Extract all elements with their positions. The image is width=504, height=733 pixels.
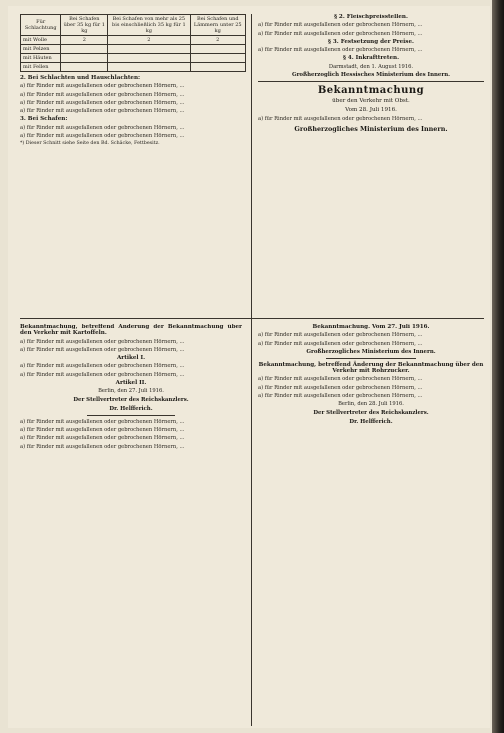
book-spine-edge <box>492 0 504 733</box>
ministry-heading: Großherzogliches Ministerium des Innern. <box>294 125 448 134</box>
paragraph: a) für Rinder mit ausgefallenen oder gebrochenen Hörnern, ... <box>258 332 423 339</box>
paragraph: a) für Rinder mit ausgefallenen oder gebrochenen Hörnern, ... <box>20 99 185 106</box>
table-cell: mit Häuten <box>21 54 61 63</box>
paragraph: a) für Rinder mit ausgefallenen oder gebrochenen Hörnern, ... <box>258 384 423 391</box>
price-table-header: Bei Schafen von mehr als 25 bis einschließlich 35 kg für 1 kg <box>108 15 190 36</box>
body-text-block <box>258 116 484 122</box>
body-text-block <box>20 339 242 354</box>
date-line: Darmstadt, den 1. August 1916. <box>328 63 414 70</box>
paragraph: a) für Rinder mit ausgefallenen oder gebrochenen Hörnern, ... <box>20 363 185 370</box>
footnote: *) Dieser Schnitt siehe Seite den Bd. Schäcke, Fettbesitz. <box>20 141 160 147</box>
announcement-subtitle: über den Verkehr mit Obst. <box>332 98 410 105</box>
paragraph: a) für Rinder mit ausgefallenen oder gebrochenen Hörnern, ... <box>20 338 185 345</box>
table-cell <box>61 63 108 72</box>
ministry-signature: Großherzogliches Ministerium des Innern. <box>306 348 436 355</box>
paragraph: a) für Rinder mit ausgefallenen oder gebrochenen Hörnern, ... <box>20 108 185 115</box>
paragraph: a) für Rinder mit ausgefallenen oder gebrochenen Hörnern, ... <box>258 22 423 29</box>
column-divider <box>251 14 252 726</box>
table-row <box>21 45 246 54</box>
paragraph: a) für Rinder mit ausgefallenen oder gebrochenen Hörnern, ... <box>20 443 185 450</box>
body-text-block <box>20 419 242 450</box>
bottom-left-column <box>20 324 242 724</box>
table-row <box>21 63 246 72</box>
paragraph: a) für Rinder mit ausgefallenen oder gebrochenen Hörnern, ... <box>258 30 423 37</box>
table-row <box>21 54 246 63</box>
table-cell: mit Fellen <box>21 63 61 72</box>
paragraph: a) für Rinder mit ausgefallenen oder gebrochenen Hörnern, ... <box>20 426 185 433</box>
top-left-column <box>20 14 246 314</box>
signature-title: Der Stellvertreter des Reichskanzlers. <box>73 396 189 403</box>
announcement-heading: Bekanntmachung, betreffend Änderung der Bekanntmachung über den Verkehr mit Kartoffeln. <box>20 324 242 337</box>
section-heading: § 3. Festsetzung der Preise. <box>328 38 414 45</box>
divider <box>87 415 176 416</box>
article-heading: Artikel II. <box>115 380 147 387</box>
table-cell: mit Pelzen <box>21 45 61 54</box>
paragraph: a) für Rinder mit ausgefallenen oder gebrochenen Hörnern, ... <box>258 47 423 54</box>
table-cell <box>190 63 245 72</box>
price-table-header: Bei Schafen über 35 kg für 1 kg <box>61 15 108 36</box>
signature-name: Dr. Helfferich. <box>109 405 153 412</box>
section-heading: 3. Bei Schafen: <box>20 116 68 123</box>
section-heading: 2. Bei Schlachten und Hauschlachten: <box>20 75 141 81</box>
body-text-block <box>258 332 484 347</box>
table-cell <box>61 54 108 63</box>
section-divider <box>20 318 484 319</box>
table-cell: mit Wolle <box>21 36 61 45</box>
body-text-block <box>20 363 242 378</box>
table-cell <box>108 63 190 72</box>
announcement-heading: Bekanntmachung. Vom 27. Juli 1916. <box>312 324 430 330</box>
newspaper-page <box>8 6 490 728</box>
table-cell <box>61 45 108 54</box>
table-cell <box>190 54 245 63</box>
price-table <box>20 14 246 72</box>
announcement-heading: Bekanntmachung, betreffend Änderung der Bekanntmachung über den Verkehr mit Rohrzucker. <box>258 361 484 375</box>
price-table-header: Für Schlachtung <box>21 15 61 36</box>
table-cell <box>108 54 190 63</box>
signature-title: Der Stellvertreter des Reichskanzlers. <box>313 409 429 416</box>
table-row <box>21 36 246 45</box>
paragraph: a) für Rinder mit ausgefallenen oder gebrochenen Hörnern, ... <box>258 393 423 400</box>
top-right-column <box>258 14 484 314</box>
paragraph: a) für Rinder mit ausgefallenen oder gebrochenen Hörnern, ... <box>258 340 423 347</box>
body-text-block <box>258 376 484 399</box>
paragraph: a) für Rinder mit ausgefallenen oder gebrochenen Hörnern, ... <box>258 376 423 383</box>
paragraph: a) für Rinder mit ausgefallenen oder gebrochenen Hörnern, ... <box>20 83 185 90</box>
paragraph: a) für Rinder mit ausgefallenen oder gebrochenen Hörnern, ... <box>20 124 185 131</box>
paragraph: a) für Rinder mit ausgefallenen oder gebrochenen Hörnern, ... <box>20 91 185 98</box>
table-cell <box>190 45 245 54</box>
announcement-date: Vom 28. Juli 1916. <box>345 107 397 114</box>
paragraph: a) für Rinder mit ausgefallenen oder gebrochenen Hörnern, ... <box>20 371 185 378</box>
date-line: Berlin, den 27. Juli 1916. <box>98 388 164 395</box>
paragraph: a) für Rinder mit ausgefallenen oder gebrochenen Hörnern, ... <box>258 116 423 123</box>
signature-name: Dr. Helfferich. <box>349 418 393 425</box>
body-text-block <box>258 47 484 53</box>
paragraph: a) für Rinder mit ausgefallenen oder gebrochenen Hörnern, ... <box>20 435 185 442</box>
section-heading: § 2. Fleischpreisstellen. <box>334 14 408 20</box>
paragraph: a) für Rinder mit ausgefallenen oder gebrochenen Hörnern, ... <box>20 346 185 353</box>
divider <box>326 358 416 359</box>
article-heading: Artikel I. <box>116 355 146 362</box>
paragraph: a) für Rinder mit ausgefallenen oder gebrochenen Hörnern, ... <box>20 418 185 425</box>
body-text-block <box>20 125 246 140</box>
table-cell: 2 <box>190 36 245 45</box>
announcement-title: Bekanntmachung <box>317 85 425 97</box>
divider <box>258 81 484 82</box>
body-text-block <box>258 22 484 37</box>
date-line: Berlin, den 28. Juli 1916. <box>338 401 404 408</box>
paragraph: a) für Rinder mit ausgefallenen oder gebrochenen Hörnern, ... <box>20 133 185 140</box>
table-cell <box>108 45 190 54</box>
bottom-right-column <box>258 324 484 724</box>
table-cell: 2 <box>61 36 108 45</box>
section-heading: § 4. Inkrafttreten. <box>342 55 400 62</box>
body-text-block <box>20 92 246 115</box>
price-table-header: Bei Schafen und Lämmern unter 25 kg <box>190 15 245 36</box>
table-cell: 2 <box>108 36 190 45</box>
ministry-signature: Großherzoglich Hessisches Ministerium des Innern. <box>291 72 450 79</box>
